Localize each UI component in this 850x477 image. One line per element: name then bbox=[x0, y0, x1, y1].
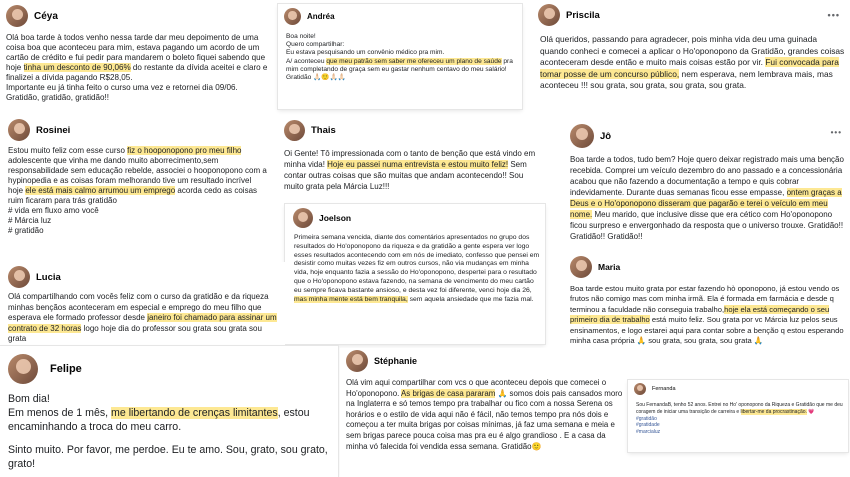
post-joelson bbox=[285, 204, 545, 344]
text-segment: 💗 bbox=[806, 408, 815, 415]
post-text bbox=[8, 146, 268, 236]
post-priscila bbox=[530, 0, 850, 118]
author-name[interactable]: Priscila bbox=[566, 9, 600, 21]
text-segment: Estou muito feliz com esse curso bbox=[8, 146, 128, 155]
avatar[interactable] bbox=[346, 350, 368, 372]
highlighted-text: janeiro foi chamado para assinar um contrato de 32 horas bbox=[8, 313, 277, 333]
post-text bbox=[540, 34, 846, 92]
post-stephanie bbox=[340, 348, 628, 477]
hashtag-link[interactable]: #gratidão bbox=[636, 415, 657, 422]
text-segment: Quero compartilhar: bbox=[286, 41, 345, 49]
post-fernanda bbox=[628, 380, 848, 452]
post-thais bbox=[278, 118, 544, 200]
avatar[interactable] bbox=[634, 383, 646, 395]
text-segment: Boa tarde estou muito grata por estar fazendo hò oponopono, já estou vendo os frutos não comigo mas com minha irmã. Ela é formada em farmácia e desde q terminou a faculdade não conseguia trabalho, bbox=[570, 284, 840, 314]
avatar[interactable] bbox=[6, 5, 28, 27]
text-segment: pra mim completando de graça sem eu gastar nenhum centavo do meu salário! bbox=[286, 57, 513, 73]
text-segment: logo hoje dia do professor sou grata sou grata sou grata bbox=[8, 323, 262, 343]
text-segment: Olá compartilhando com vocês feliz com o curso da gratidão e da riqueza minhas bençãos aconteceram em especial e emprego do meu filho que esperava ele formado professor desde bbox=[8, 292, 269, 322]
text-segment: do restante da dívida aceitei e claro e finalizei a dívida pagando R$28,05. bbox=[6, 63, 268, 82]
author-name[interactable]: Stéphanie bbox=[374, 356, 418, 366]
text-segment: A/ aconteceu bbox=[286, 57, 327, 65]
post-rosinei bbox=[0, 116, 270, 258]
text-segment: 🙏 somos dois pais cansados moro na Inglaterra e só temos tempo pra trabalhar ou fico com a nossa Serena os horários e o estilo de vida aqui não é fácil, não temos tempo pra nós dois e começou a ter muita brigas por coisas mínimas, já faz uma semana e meia e sem brigas parece pouca coisa mas pra eu é algo grandioso . E a casa da minha vó falecida foi vendida essa semana. Gratidão🙂 bbox=[346, 388, 623, 451]
avatar[interactable] bbox=[8, 119, 30, 141]
text-segment: Meu marido, que inclusive disse que era cético com Ho'oponopono ficou surpreso e envergonhado da resposta que o universo trouxe. Gratidão!! Gratidão!! Gratidão!! bbox=[570, 210, 844, 241]
post-lucia bbox=[0, 262, 285, 346]
highlighted-text: ele está mais calmo arrumou um emprego bbox=[25, 186, 176, 195]
text-segment: adolescente que vinha me dando muito aborrecimento,sem responsabilidade sem educação rebelde, associei o hooponopono com a hypinopedia e as coisas foram melhorando tive um resultado incrível hoje bbox=[8, 156, 267, 195]
text-segment: nem esperava, nem lembrava mais, mas aconteceu !!! sou grata, sou grata, sou grata, sou grata. bbox=[540, 68, 833, 90]
text-segment: # vida em fluxo amo você bbox=[8, 206, 99, 215]
text-segment: Olá queridos, passando para agradecer, pois minha vida deu uma guinada quando conheci e comecei a aplicar o Ho'oponopono da Gratidão, grandes coisas aconteceram desde então e muito mais coisas estão por vir. bbox=[540, 34, 845, 67]
highlighted-text: As brigas de casa pararam bbox=[401, 388, 496, 398]
text-segment: Sou FernandaB, tenho 52 anos. Entrei no Ho' oponopono da Riqueza e Gratidão que me deu coragem de iniciar uma transição de carreira e bbox=[636, 402, 843, 415]
more-options-icon[interactable]: ••• bbox=[830, 128, 842, 137]
highlighted-text: libertar-me da procrastinação. bbox=[740, 408, 807, 415]
author-name[interactable]: Céya bbox=[34, 10, 58, 22]
post-text bbox=[346, 378, 626, 452]
highlighted-text: que meu patrão sem saber me ofereceu um plano de saúde bbox=[326, 57, 502, 65]
post-text bbox=[284, 148, 542, 192]
highlighted-text: hoje ela está começando o seu primeiro dia de trabalho bbox=[570, 304, 830, 325]
highlighted-text: me libertando de crenças limitantes bbox=[111, 407, 278, 419]
text-segment: sem aquela ansiedade que me fazia mal. bbox=[407, 295, 534, 303]
avatar[interactable] bbox=[538, 4, 560, 26]
avatar[interactable] bbox=[284, 8, 301, 25]
text-segment: Primeira semana vencida, diante dos comentários apresentados no grupo dos resultados do Ho'oponopono da riqueza e da gratidão a gente espera ver logo esses resultados acontecendo com em nós de imediato, confesso que pensei em desistir como muitas vezes fiz em outros cursos, não via mudanças em minha vida, hoje enquanto fazia a sessão do Ho'oponopono, despertei para o resultado que o Ho'oponopono estava fazendo, na semana de vencimento do meu cartão eu sempre ficava bastante ansioso, e desta vez foi diferente, venci hoje dia 26, bbox=[294, 234, 540, 294]
text-segment: # gratidão bbox=[8, 226, 44, 235]
post-text bbox=[570, 284, 848, 346]
post-felipe bbox=[0, 346, 338, 477]
text-segment: Oi Gente! Tô impressionada com o tanto de benção que está vindo em minha vida! bbox=[284, 149, 536, 169]
post-text bbox=[294, 234, 540, 304]
post-text bbox=[6, 33, 268, 103]
post-text bbox=[8, 392, 334, 471]
post-ceya bbox=[0, 0, 270, 115]
author-name[interactable]: Andréa bbox=[307, 12, 335, 21]
author-name[interactable]: Lucia bbox=[36, 271, 61, 283]
text-segment: Em menos de 1 mês, bbox=[8, 407, 112, 419]
more-options-icon[interactable]: ••• bbox=[827, 10, 840, 20]
text-segment: Sem contar outras coisas que são muitas que andam acontecendo!! Sou muito grata pela Márcia Luz!!! bbox=[284, 160, 527, 191]
avatar[interactable] bbox=[293, 208, 313, 228]
text-segment: # Márcia luz bbox=[8, 216, 52, 225]
text-segment: Olá vim aqui compartilhar com vcs o que aconteceu depois que comecei o Ho'oponopono. bbox=[346, 378, 607, 398]
text-segment: Bom dia! bbox=[8, 393, 50, 405]
text-segment: Boa tarde a todos, tudo bem? Hoje quero deixar registrado mais uma benção recebida. Comprei um veículo dezembro do ano passado e a concessionária acabou que não fazendo a documentação a tempo e quis cobrar indevidamente. Durante duas semanas ficou esse empasse, bbox=[570, 155, 844, 197]
text-segment: Sinto muito. Por favor, me perdoe. Eu te amo. Sou, grato, sou grato, grato! bbox=[8, 444, 328, 470]
text-segment: Olá boa tarde à todos venho nessa tarde dar meu depoimento de uma coisa boa que aconteceu para mim, estava pagando um acordo de um cartão de crédito e fui pedir para mandarem o boleto fiquei sabendo que hoje bbox=[6, 33, 266, 72]
author-name[interactable]: Felipe bbox=[50, 363, 82, 375]
post-text bbox=[570, 154, 850, 242]
text-segment: , estou encaminhando a troca do meu carro. bbox=[8, 407, 310, 433]
highlighted-text: fiz o hooponopono pro meu filho bbox=[127, 146, 242, 155]
highlighted-text: mas minha mente está bem tranquila, bbox=[294, 295, 408, 303]
author-name[interactable]: Maria bbox=[598, 262, 621, 272]
post-text bbox=[636, 402, 844, 436]
avatar[interactable] bbox=[570, 124, 594, 148]
text-segment: Importante eu já tinha feito o curso uma vez e retornei dia 09/06. Gratidão, gratidão, gratidão!! bbox=[6, 83, 238, 102]
highlighted-text: Fui convocada para tomar posse de um concurso público, bbox=[540, 57, 839, 79]
text-segment: Eu estava pesquisando um convênio médico pra mim. bbox=[286, 49, 445, 57]
text-segment: acorda cedo as coisas ruim ficaram para trás gratidão bbox=[8, 186, 258, 205]
author-name[interactable]: Joelson bbox=[319, 213, 352, 223]
text-segment: Boa noite! bbox=[286, 33, 316, 40]
avatar[interactable] bbox=[284, 120, 305, 141]
highlighted-text: tinha um desconto de 90,06% bbox=[23, 63, 131, 72]
post-text bbox=[286, 33, 518, 82]
avatar[interactable] bbox=[570, 256, 592, 278]
author-name[interactable]: Thais bbox=[311, 125, 336, 136]
avatar[interactable] bbox=[8, 266, 30, 288]
post-text bbox=[8, 292, 280, 345]
text-segment: está muito feliz. Sou grata por vc Márcia luz pelos seus ensinamentos, e logo estarei aqui para contar sobre a benção q estou esperando minha casa própria 🙏 sou grata, sou grata, sou grata 🙏 bbox=[570, 315, 844, 346]
post-andrea bbox=[278, 4, 522, 109]
highlighted-text: Hoje eu passei numa entrevista e estou muito feliz! bbox=[327, 160, 509, 169]
post-jo bbox=[560, 120, 850, 256]
hashtag-link[interactable]: #gratidade bbox=[636, 422, 660, 429]
author-name[interactable]: Fernanda bbox=[652, 386, 676, 392]
hashtag-link[interactable]: #marcialuz bbox=[636, 429, 661, 436]
author-name[interactable]: Rosinei bbox=[36, 124, 71, 136]
author-name[interactable]: Jô bbox=[600, 130, 612, 142]
avatar[interactable] bbox=[8, 354, 38, 384]
highlighted-text: ontem graças a Deus e o Ho'oponopono disseram que pagarão e terei o veículo em meu nome. bbox=[570, 188, 842, 219]
text-segment: Gratidão 🙏🏻🙂🙏🏻🙏🏻 bbox=[286, 74, 346, 82]
